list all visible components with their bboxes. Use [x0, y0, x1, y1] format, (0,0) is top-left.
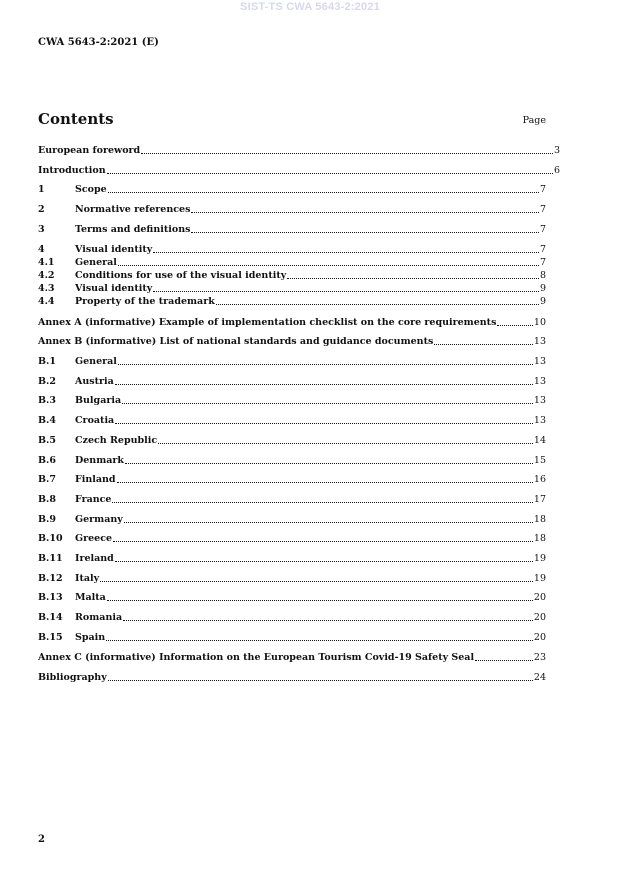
toc-entry-number: B.15: [38, 632, 63, 643]
toc-entry[interactable]: [38, 184, 546, 195]
toc-entry-page: 20: [533, 632, 546, 643]
toc-leader-dots: [115, 422, 533, 424]
toc-entry-number: B.5: [38, 435, 56, 446]
contents-heading: Contents: [38, 110, 114, 128]
toc-entry-title: Austria: [75, 376, 114, 387]
toc-entry-page: 7: [539, 244, 546, 255]
toc-entry-title: Bulgaria: [75, 395, 122, 406]
toc-entry-page: 23: [533, 652, 546, 663]
toc-entry-number: B.7: [38, 474, 56, 485]
toc-leader-dots: [108, 191, 539, 193]
toc-entry[interactable]: [38, 165, 560, 176]
toc-leader-dots: [158, 442, 533, 444]
toc-entry-number: B.12: [38, 573, 63, 584]
toc-entry-number: B.11: [38, 553, 63, 564]
toc-entry-number: B.8: [38, 494, 56, 505]
toc-entry-number: B.6: [38, 455, 56, 466]
toc-entry-title: Introduction: [38, 165, 106, 176]
toc-entry[interactable]: [38, 494, 546, 505]
toc-entry-title: Romania: [75, 612, 123, 623]
toc-entry-number: B.3: [38, 395, 56, 406]
toc-leader-dots: [117, 481, 533, 483]
toc-entry-number: B.14: [38, 612, 63, 623]
toc-entry-title: Terms and definitions: [75, 224, 191, 235]
toc-leader-dots: [106, 639, 533, 641]
toc-entry-number: 1: [38, 184, 45, 195]
toc-entry-title: Visual identity: [75, 244, 153, 255]
toc-leader-dots: [100, 580, 533, 582]
toc-entry[interactable]: [38, 474, 546, 485]
toc-entry[interactable]: [38, 435, 546, 446]
toc-entry-page: 19: [533, 553, 546, 564]
toc-entry-title: Normative references: [75, 204, 191, 215]
toc-entry[interactable]: [38, 395, 546, 406]
toc-entry-number: B.13: [38, 592, 63, 603]
toc-leader-dots: [118, 363, 533, 365]
toc-entry[interactable]: [38, 204, 546, 215]
toc-entry[interactable]: [38, 376, 546, 387]
toc-entry-number: 2: [38, 204, 45, 215]
toc-entry[interactable]: [38, 257, 546, 268]
toc-entry-page: 16: [533, 474, 546, 485]
toc-entry-page: 13: [533, 376, 546, 387]
toc-entry[interactable]: [38, 632, 546, 643]
toc-entry-title: Annex B (informative) List of national standards and guidance documents: [38, 336, 434, 347]
toc-entry-title: Croatia: [75, 415, 115, 426]
toc-entry-title: Bibliography: [38, 672, 107, 683]
toc-leader-dots: [122, 402, 533, 404]
page-column-heading: Page: [522, 115, 546, 126]
toc-entry-page: 3: [553, 145, 560, 156]
toc-entry-title: Denmark: [75, 455, 124, 466]
toc-entry[interactable]: [38, 336, 546, 347]
toc-entry-title: European foreword: [38, 145, 141, 156]
toc-entry-page: 17: [533, 494, 546, 505]
toc-entry-title: Finland: [75, 474, 116, 485]
toc-entry-number: 4.2: [38, 270, 55, 281]
toc-entry[interactable]: [38, 514, 546, 525]
toc-leader-dots: [113, 540, 533, 542]
toc-entry-number: B.9: [38, 514, 56, 525]
toc-entry[interactable]: [38, 672, 546, 683]
toc-entry-number: 3: [38, 224, 45, 235]
toc-leader-dots: [115, 560, 533, 562]
toc-entry-title: Spain: [75, 632, 106, 643]
toc-entry-page: 7: [539, 184, 546, 195]
toc-leader-dots: [107, 599, 533, 601]
page-number: 2: [38, 834, 45, 845]
toc-leader-dots: [475, 659, 533, 661]
toc-entry-title: Czech Republic: [75, 435, 158, 446]
toc-entry-page: 9: [539, 296, 546, 307]
toc-entry-page: 8: [539, 270, 546, 281]
toc-entry[interactable]: [38, 224, 546, 235]
toc-entry-page: 7: [539, 257, 546, 268]
toc-entry[interactable]: [38, 296, 546, 307]
toc-entry-page: 13: [533, 336, 546, 347]
toc-entry-page: 13: [533, 356, 546, 367]
toc-leader-dots: [191, 231, 539, 233]
toc-entry-title: Germany: [75, 514, 123, 525]
toc-entry-page: 20: [533, 592, 546, 603]
toc-entry-title: Visual identity: [75, 283, 153, 294]
toc-entry-page: 20: [533, 612, 546, 623]
toc-entry[interactable]: [38, 356, 546, 367]
toc-entry[interactable]: [38, 553, 546, 564]
toc-entry-title: Scope: [75, 184, 107, 195]
toc-entry-title: Annex C (informative) Information on the European Tourism Covid-19 Safety Seal: [38, 652, 475, 663]
toc-entry-number: 4.3: [38, 283, 55, 294]
toc-entry-number: 4.4: [38, 296, 55, 307]
toc-entry[interactable]: [38, 573, 546, 584]
toc-entry-page: 7: [539, 224, 546, 235]
toc-leader-dots: [153, 251, 539, 253]
toc-entry-page: 18: [533, 514, 546, 525]
toc-entry[interactable]: [38, 317, 546, 328]
toc-entry-title: Conditions for use of the visual identity: [75, 270, 287, 281]
toc-entry-page: 7: [539, 204, 546, 215]
toc-entry[interactable]: [38, 283, 546, 294]
toc-leader-dots: [216, 303, 539, 305]
toc-entry-page: 10: [533, 317, 546, 328]
toc-entry[interactable]: [38, 145, 560, 156]
toc-leader-dots: [112, 501, 532, 503]
toc-entry[interactable]: [38, 533, 546, 544]
toc-entry-title: Greece: [75, 533, 113, 544]
toc-entry-page: 15: [533, 455, 546, 466]
document-id: CWA 5643-2:2021 (E): [38, 37, 159, 48]
toc-entry-title: Property of the trademark: [75, 296, 215, 307]
toc-leader-dots: [434, 343, 533, 345]
toc-leader-dots: [124, 521, 533, 523]
toc-leader-dots: [123, 619, 533, 621]
toc-leader-dots: [153, 290, 539, 292]
toc-entry-page: 24: [533, 672, 546, 683]
toc-leader-dots: [115, 383, 533, 385]
toc-entry-page: 14: [533, 435, 546, 446]
toc-entry-title: Italy: [75, 573, 100, 584]
toc-entry[interactable]: [38, 244, 546, 255]
toc-entry[interactable]: [38, 270, 546, 281]
toc-leader-dots: [108, 679, 533, 681]
toc-entry-page: 13: [533, 395, 546, 406]
toc-entry-number: 4: [38, 244, 45, 255]
toc-entry-title: France: [75, 494, 112, 505]
toc-entry-title: Malta: [75, 592, 106, 603]
toc-entry-page: 19: [533, 573, 546, 584]
toc-entry[interactable]: [38, 415, 546, 426]
toc-entry[interactable]: [38, 652, 546, 663]
toc-entry-page: 6: [553, 165, 560, 176]
toc-entry-page: 9: [539, 283, 546, 294]
toc-leader-dots: [141, 152, 553, 154]
toc-entry-title: General: [75, 257, 117, 268]
watermark: SIST-TS CWA 5643-2:2021: [240, 1, 380, 13]
toc-entry-number: 4.1: [38, 257, 55, 268]
toc-entry-number: B.2: [38, 376, 56, 387]
toc-entry-page: 13: [533, 415, 546, 426]
toc-entry[interactable]: [38, 612, 546, 623]
toc-leader-dots: [107, 172, 553, 174]
toc-entry-title: Ireland: [75, 553, 114, 564]
toc-entry-number: B.10: [38, 533, 63, 544]
toc-leader-dots: [191, 211, 539, 213]
toc-entry-page: 18: [533, 533, 546, 544]
toc-entry[interactable]: [38, 455, 546, 466]
toc-entry-number: B.4: [38, 415, 56, 426]
toc-leader-dots: [497, 324, 532, 326]
toc-entry-title: General: [75, 356, 117, 367]
toc-leader-dots: [125, 462, 533, 464]
toc-leader-dots: [118, 264, 539, 266]
toc-leader-dots: [287, 277, 539, 279]
toc-entry-title: Annex A (informative) Example of implementation checklist on the core requirements: [38, 317, 497, 328]
toc-entry-number: B.1: [38, 356, 56, 367]
toc-entry[interactable]: [38, 592, 546, 603]
